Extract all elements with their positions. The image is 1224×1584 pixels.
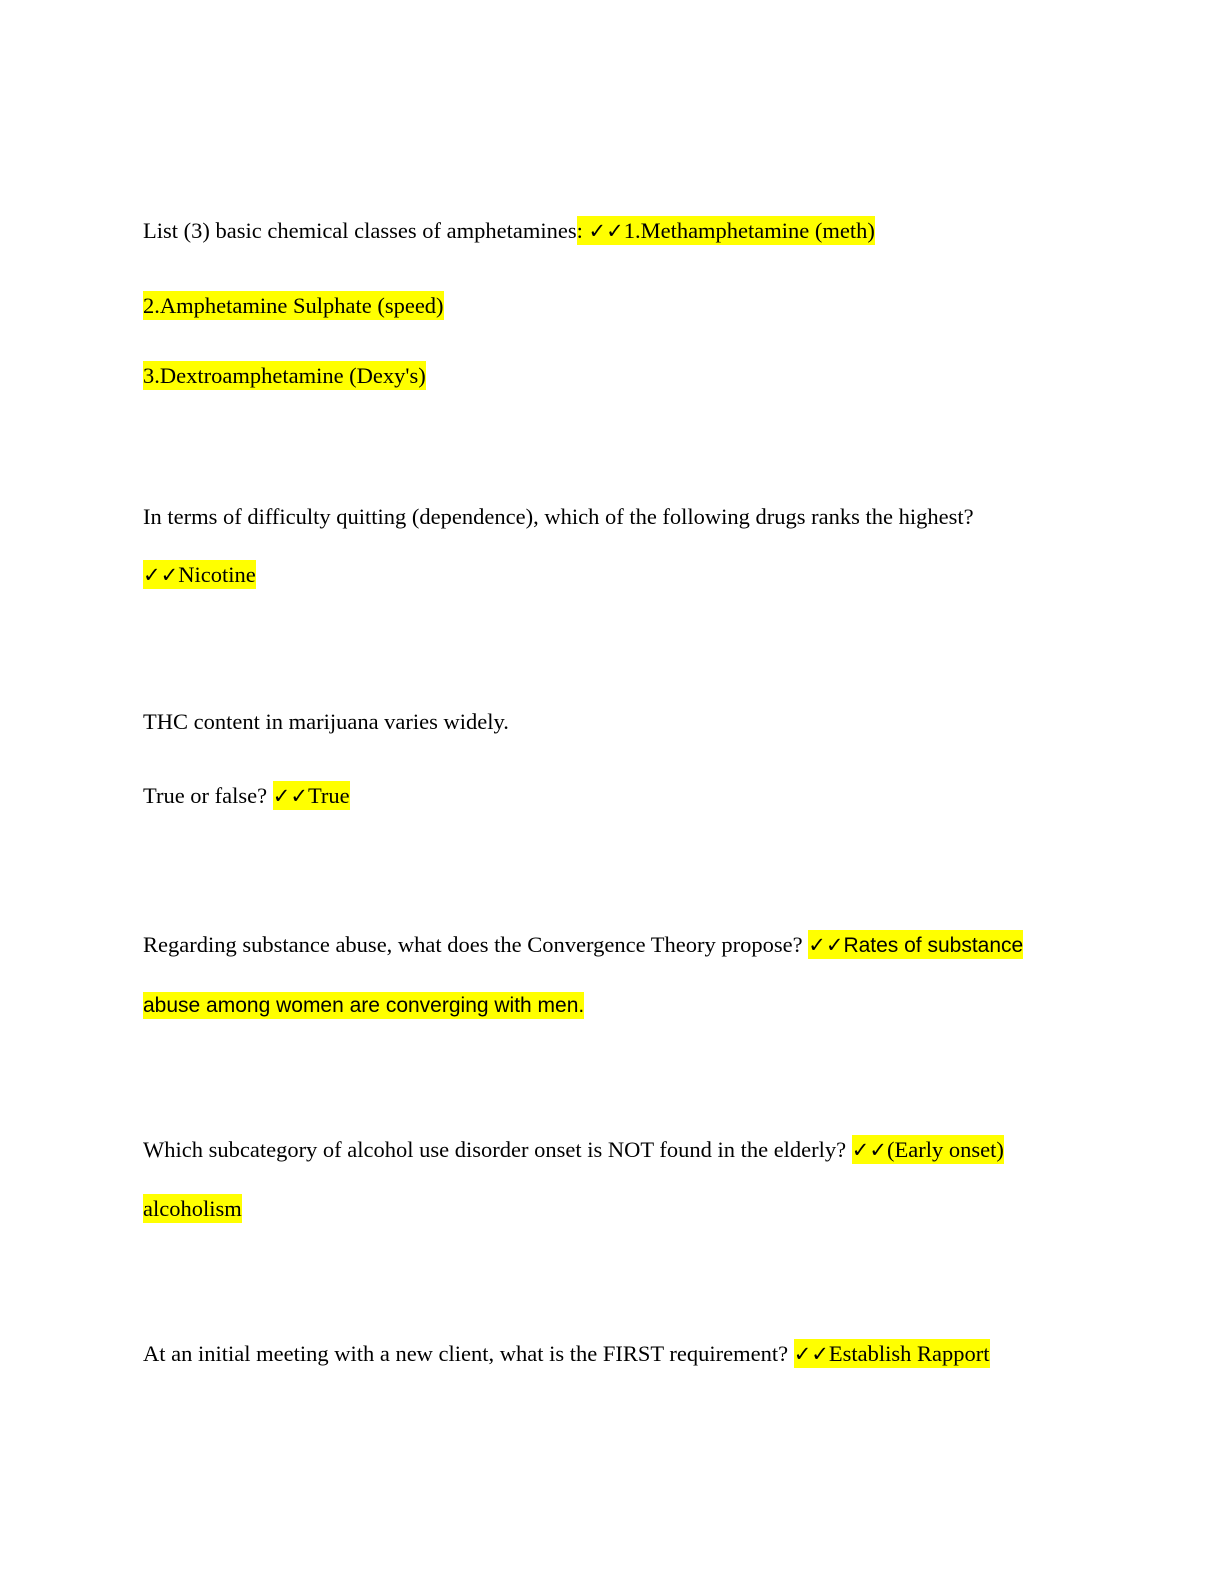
answer-highlight bbox=[808, 930, 1023, 959]
qa-item-5-answer-line-2 bbox=[143, 1192, 242, 1226]
qa-item-3-question-line-1 bbox=[143, 705, 509, 739]
answer-text: (Early onset) bbox=[886, 1137, 1004, 1162]
qa-item-5-question-line bbox=[143, 1133, 1004, 1167]
answer-text: 2.Amphetamine Sulphate (speed) bbox=[143, 293, 444, 318]
answer-text: Rates of substance bbox=[843, 934, 1024, 957]
qa-item-1-answer-line-2 bbox=[143, 289, 444, 323]
answer-text: alcoholism bbox=[143, 1196, 242, 1221]
question-text: THC content in marijuana varies widely. bbox=[143, 709, 509, 734]
qa-item-4-answer-line-2 bbox=[143, 988, 584, 1022]
answer-text: abuse among women are converging with men. bbox=[143, 994, 585, 1017]
qa-item-1-answer-line-3 bbox=[143, 359, 426, 393]
question-text: In terms of difficulty quitting (dependence), which of the following drugs ranks the highest? bbox=[143, 504, 974, 529]
double-check-icon: ✓✓ bbox=[851, 1138, 887, 1162]
answer-text: 3.Dextroamphetamine (Dexy's) bbox=[143, 363, 426, 388]
qa-item-3-question-line-2 bbox=[143, 779, 350, 813]
answer-text: Nicotine bbox=[178, 562, 256, 587]
question-text: At an initial meeting with a new client, what is the FIRST requirement? bbox=[143, 1341, 789, 1366]
question-text: Regarding substance abuse, what does the Convergence Theory propose? bbox=[143, 932, 803, 957]
double-check-icon: ✓✓ bbox=[272, 784, 308, 808]
answer-text: True bbox=[307, 783, 350, 808]
question-text: True or false? bbox=[143, 783, 268, 808]
answer-text: 1.Methamphetamine (meth) bbox=[623, 218, 875, 243]
double-check-icon: ✓✓ bbox=[808, 933, 844, 957]
question-text: List (3) basic chemical classes of amphetamines bbox=[143, 218, 577, 243]
answer-highlight bbox=[794, 1339, 990, 1368]
answer-highlight bbox=[143, 560, 256, 589]
question-text: Which subcategory of alcohol use disorder onset is NOT found in the elderly? bbox=[143, 1137, 847, 1162]
qa-item-1-question-line bbox=[143, 214, 875, 248]
qa-item-6-question-line bbox=[143, 1337, 990, 1371]
qa-item-4-question-line bbox=[143, 928, 1023, 962]
colon: : bbox=[576, 218, 583, 243]
qa-item-2-answer-line bbox=[143, 558, 256, 592]
double-check-icon: ✓✓ bbox=[793, 1342, 829, 1366]
answer-highlight bbox=[852, 1135, 1004, 1164]
answer-highlight bbox=[577, 216, 875, 245]
double-check-icon: ✓✓ bbox=[143, 563, 179, 587]
answer-highlight bbox=[273, 781, 350, 810]
qa-item-2-question-line bbox=[143, 500, 974, 534]
double-check-icon: ✓✓ bbox=[588, 219, 624, 243]
answer-text: Establish Rapport bbox=[828, 1341, 990, 1366]
